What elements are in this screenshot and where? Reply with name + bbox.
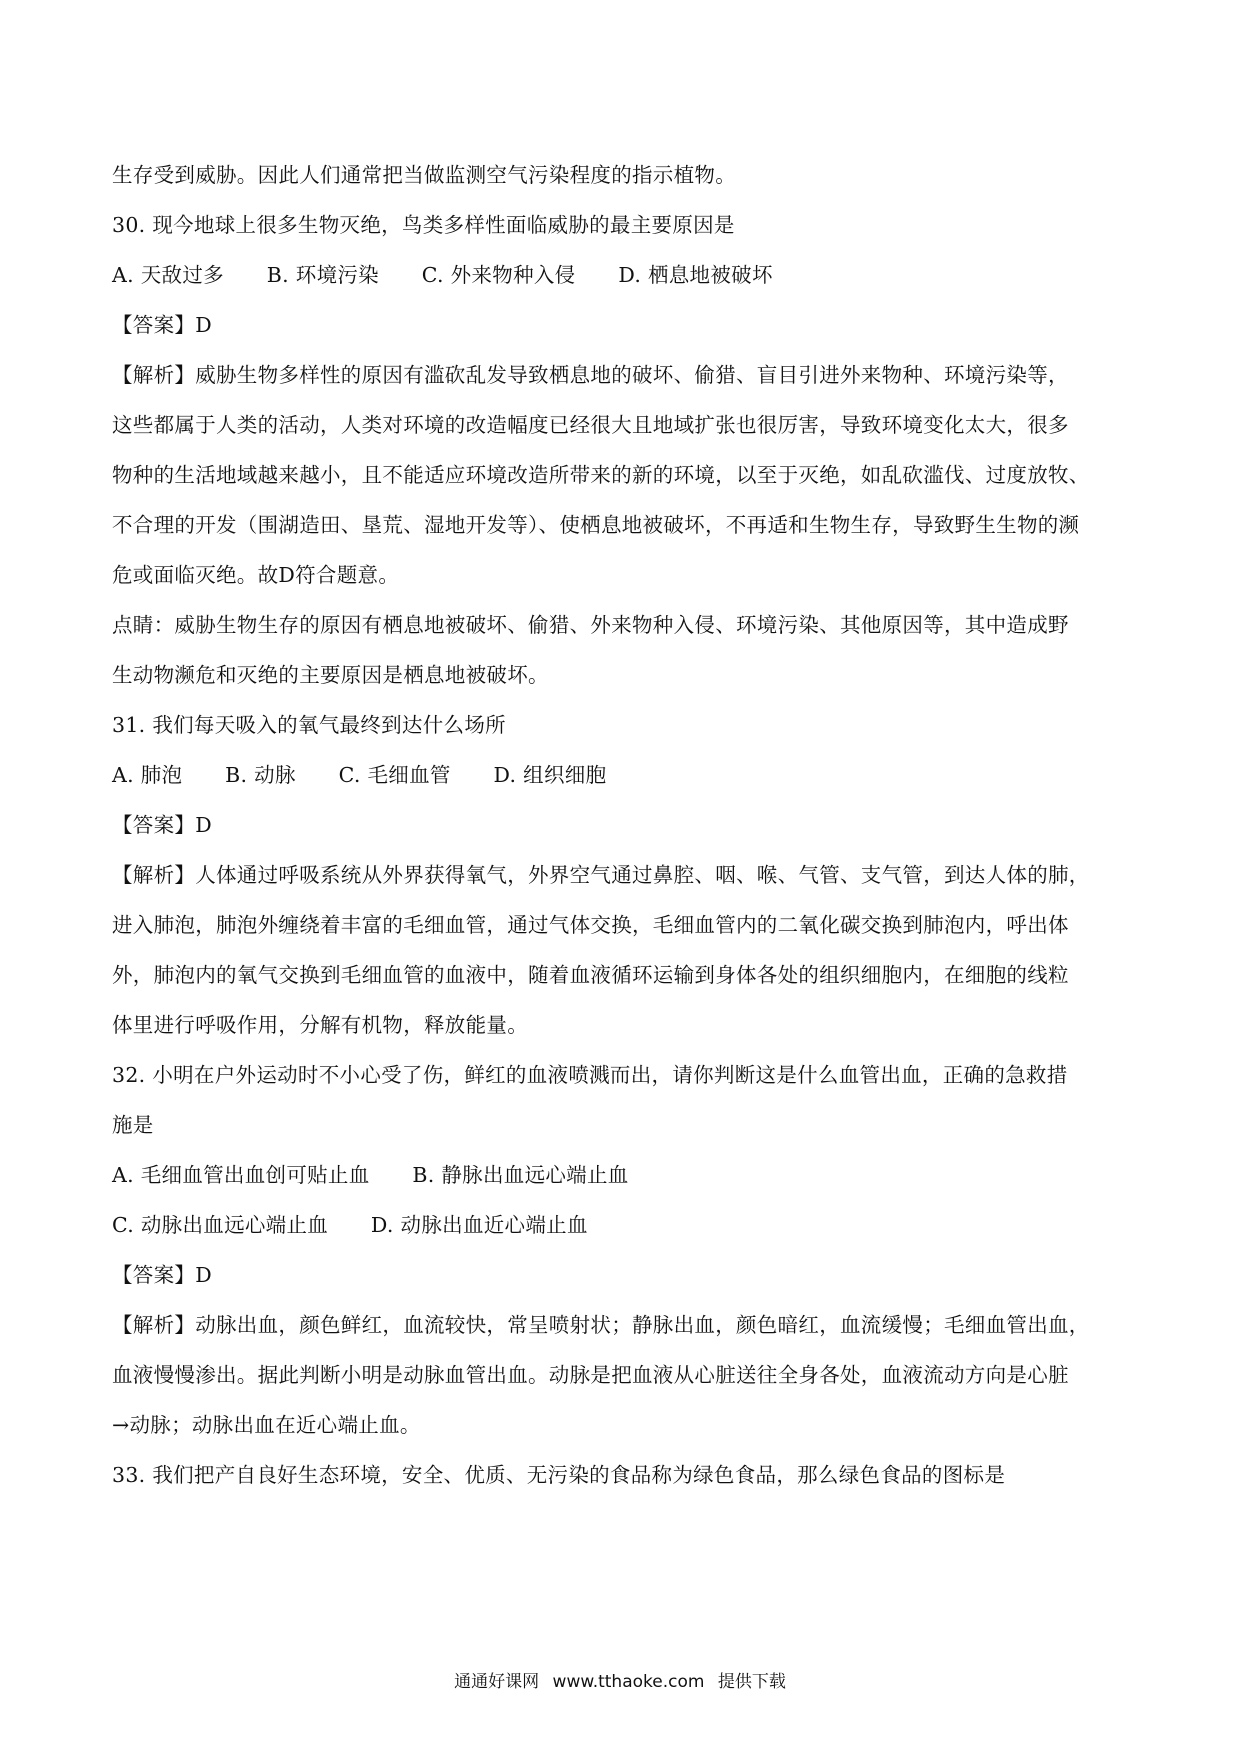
footer-suffix: 提供下载	[717, 1672, 786, 1692]
question-30: 30. 现今地球上很多生物灭绝，鸟类多样性面临威胁的最主要原因是	[112, 213, 735, 237]
option-b: B. 静脉出血远心端止血	[412, 1163, 629, 1187]
option-b: B. 环境污染	[266, 263, 379, 287]
q32-options-row2	[112, 1200, 1132, 1250]
page-content	[112, 150, 1132, 1500]
q32-options-row1	[112, 1150, 1132, 1200]
q30-analysis-line: 这些都属于人类的活动，人类对环境的改造幅度已经很大且地域扩张也很厉害，导致环境变化太大，很多	[112, 413, 1069, 437]
option-b: B. 动脉	[225, 763, 296, 787]
question-32: 32. 小明在户外运动时不小心受了伤，鲜红的血液喷溅而出，请你判断这是什么血管出血，正确的急救措	[112, 1063, 1068, 1087]
option-a: A. 肺泡	[112, 763, 183, 787]
q30-note-line: 点睛：威胁生物生存的原因有栖息地被破坏、偷猎、外来物种入侵、环境污染、其他原因等，其中造成野	[112, 613, 1069, 637]
page-footer	[0, 1667, 1240, 1692]
text-line: 生存受到威胁。因此人们通常把当做监测空气污染程度的指示植物。	[112, 163, 736, 187]
option-a: A. 毛细血管出血创可贴止血	[112, 1163, 370, 1187]
q32-analysis-line: 血液慢慢渗出。据此判断小明是动脉血管出血。动脉是把血液从心脏送往全身各处，血液流动方向是心脏	[112, 1363, 1069, 1387]
option-c: C. 毛细血管	[338, 763, 451, 787]
option-d: D. 组织细胞	[493, 763, 607, 787]
footer-url[interactable]: www.tthaoke.com	[552, 1672, 705, 1692]
q31-analysis-line: 体里进行呼吸作用，分解有机物，释放能量。	[112, 1013, 528, 1037]
q31-answer: 【答案】D	[112, 813, 212, 837]
q30-analysis-line: 【解析】威胁生物多样性的原因有滥砍乱发导致栖息地的破坏、偷猎、盲目引进外来物种、环境污染等，	[112, 363, 1069, 387]
q30-options	[112, 250, 1132, 300]
q30-analysis-line: 危或面临灭绝。故D符合题意。	[112, 563, 400, 587]
question-31: 31. 我们每天吸入的氧气最终到达什么场所	[112, 713, 506, 737]
option-d: D. 栖息地被破坏	[618, 263, 773, 287]
q30-note-line: 生动物濒危和灭绝的主要原因是栖息地被破坏。	[112, 663, 549, 687]
q31-analysis-line: 【解析】人体通过呼吸系统从外界获得氧气，外界空气通过鼻腔、咽、喉、气管、支气管，到达人体的肺，	[112, 863, 1090, 887]
question-32-cont: 施是	[112, 1113, 154, 1137]
q30-analysis-line: 物种的生活地域越来越小，且不能适应环境改造所带来的新的环境，以至于灭绝，如乱砍滥伐、过度放牧、	[112, 463, 1090, 487]
option-c: C. 动脉出血远心端止血	[112, 1213, 329, 1237]
q32-answer: 【答案】D	[112, 1263, 212, 1287]
q31-options	[112, 750, 1132, 800]
q32-analysis-line: →动脉；动脉出血在近心端止血。	[112, 1413, 421, 1437]
q30-analysis-line: 不合理的开发（围湖造田、垦荒、湿地开发等）、使栖息地被破坏，不再适和生物生存，导致野生生物的濒	[112, 513, 1080, 537]
question-33: 33. 我们把产自良好生态环境，安全、优质、无污染的食品称为绿色食品，那么绿色食品的图标是	[112, 1463, 1006, 1487]
q31-analysis-line: 外，肺泡内的氧气交换到毛细血管的血液中，随着血液循环运输到身体各处的组织细胞内，在细胞的线粒	[112, 963, 1069, 987]
q32-analysis-line: 【解析】动脉出血，颜色鲜红，血流较快，常呈喷射状；静脉出血，颜色暗红，血流缓慢；毛细血管出血，	[112, 1313, 1090, 1337]
option-c: C. 外来物种入侵	[421, 263, 576, 287]
q31-analysis-line: 进入肺泡，肺泡外缠绕着丰富的毛细血管，通过气体交换，毛细血管内的二氧化碳交换到肺泡内，呼出体	[112, 913, 1069, 937]
option-a: A. 天敌过多	[112, 263, 224, 287]
q30-answer: 【答案】D	[112, 313, 212, 337]
option-d: D. 动脉出血近心端止血	[370, 1213, 588, 1237]
footer-site-name: 通通好课网	[454, 1672, 540, 1692]
